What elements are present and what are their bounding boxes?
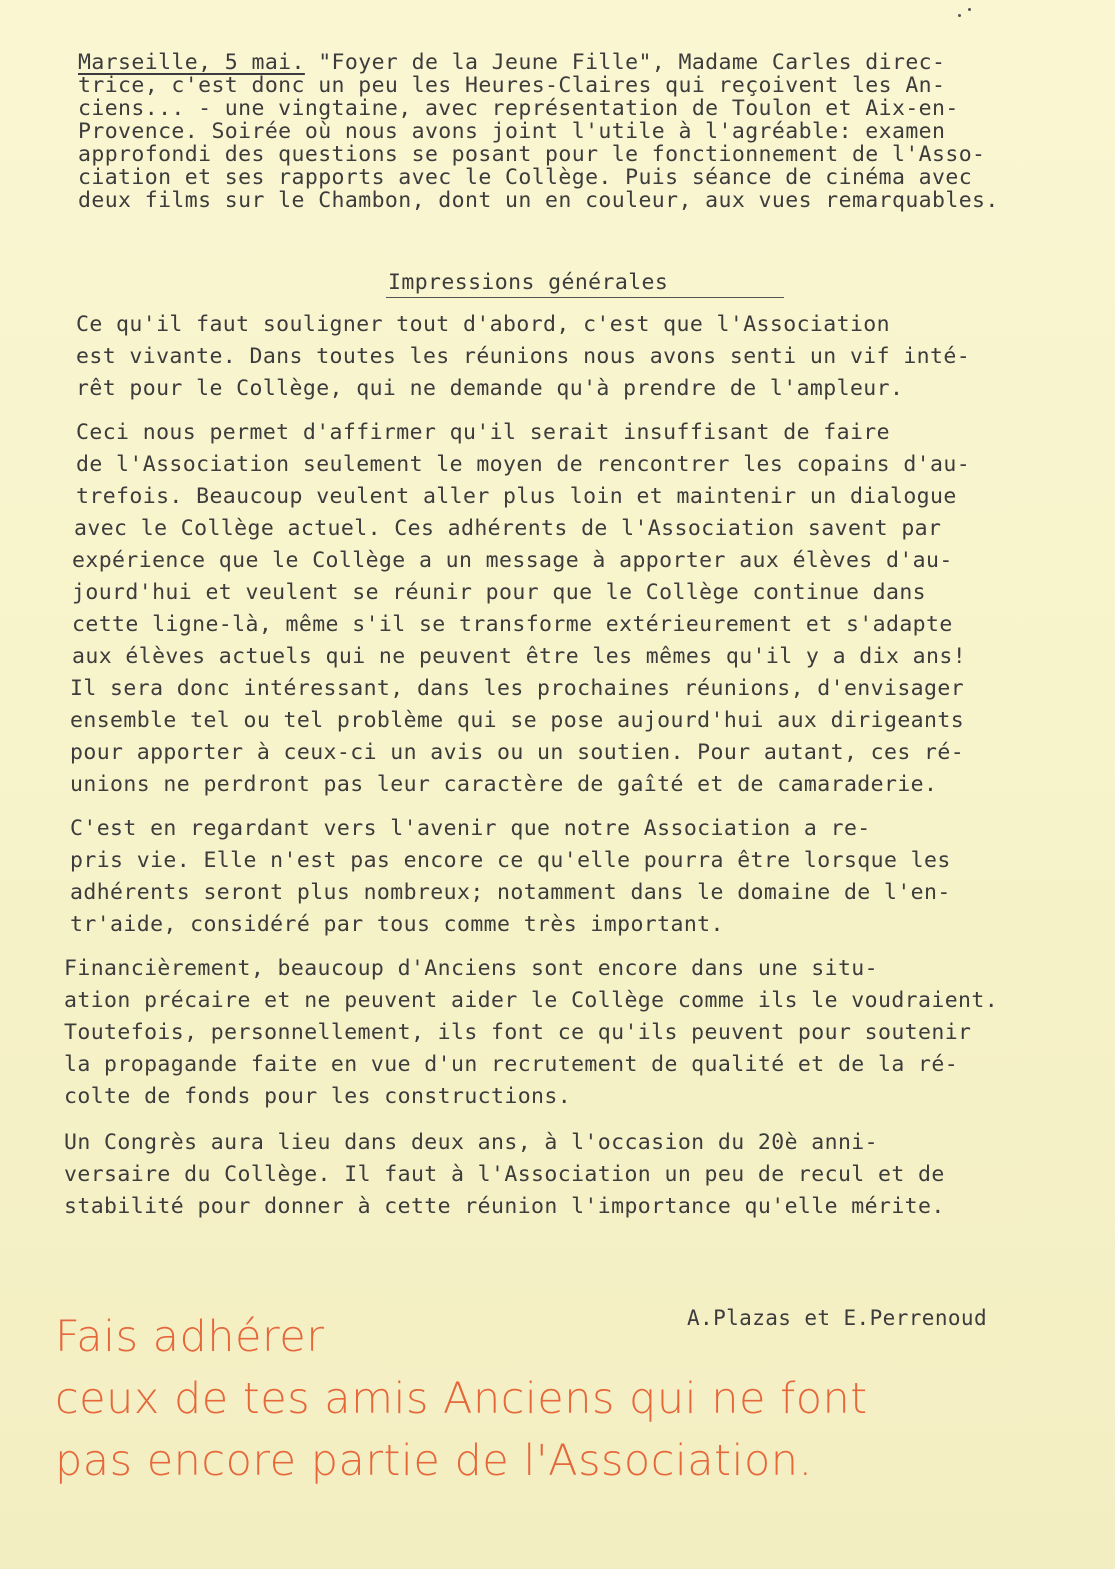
section-heading: Impressions générales bbox=[388, 270, 669, 295]
heading-underline bbox=[386, 297, 784, 298]
intro-line: ciation et ses rapports avec le Collège. Puis séance de cinéma avec bbox=[78, 165, 973, 190]
body-line: Financièrement, beaucoup d'Anciens sont encore dans une situ- bbox=[64, 956, 878, 981]
paper-speck bbox=[968, 8, 971, 11]
intro-line: deux films sur le Chambon, dont un en couleur, aux vues remarquables. bbox=[78, 188, 999, 213]
place-date: Marseille, 5 mai. bbox=[78, 50, 305, 75]
body-line: pour apporter à ceux-ci un avis ou un soutien. Pour autant, ces ré- bbox=[70, 740, 965, 765]
body-line: unions ne perdront pas leur caractère de gaîté et de camaraderie. bbox=[70, 772, 938, 797]
stamp-line: ceux de tes amis Anciens qui ne font bbox=[55, 1374, 868, 1424]
body-line: Un Congrès aura lieu dans deux ans, à l'occasion du 20è anni- bbox=[64, 1130, 878, 1155]
body-line: ation précaire et ne peuvent aider le Collège comme ils le voudraient. bbox=[64, 988, 999, 1013]
intro-line-text: "Foyer de la Jeune Fille", Madame Carles direc- bbox=[304, 50, 946, 75]
intro-line: approfondi des questions se posant pour le fonctionnement de l'Asso- bbox=[78, 142, 986, 167]
body-line: rêt pour le Collège, qui ne demande qu'à prendre de l'ampleur. bbox=[76, 376, 904, 401]
stamp-line: Fais adhérer bbox=[55, 1312, 325, 1362]
body-line: colte de fonds pour les constructions. bbox=[64, 1084, 572, 1109]
body-line: aux élèves actuels qui ne peuvent être les mêmes qu'il y a dix ans! bbox=[72, 644, 967, 669]
body-line: avec le Collège actuel. Ces adhérents de l'Association savent par bbox=[74, 516, 942, 541]
body-line: stabilité pour donner à cette réunion l'importance qu'elle mérite. bbox=[64, 1194, 945, 1219]
body-line: Toutefois, personnellement, ils font ce qu'ils peuvent pour soutenir bbox=[64, 1020, 972, 1045]
body-line: tr'aide, considéré par tous comme très important. bbox=[70, 912, 724, 937]
signature: A.Plazas et E.Perrenoud bbox=[687, 1306, 987, 1330]
body-line: Ceci nous permet d'affirmer qu'il serait insuffisant de faire bbox=[76, 420, 890, 445]
stamp-message bbox=[55, 1312, 1015, 1502]
body-line: cette ligne-là, même s'il se transforme extérieurement et s'adapte bbox=[72, 612, 953, 637]
body-line: de l'Association seulement le moyen de rencontrer les copains d'au- bbox=[76, 452, 971, 477]
body-line: Il sera donc intéressant, dans les prochaines réunions, d'envisager bbox=[70, 676, 965, 701]
paper-speck bbox=[958, 14, 961, 17]
body-line: C'est en regardant vers l'avenir que notre Association a re- bbox=[70, 816, 871, 841]
body-line: est vivante. Dans toutes les réunions nous avons senti un vif inté- bbox=[76, 344, 971, 369]
body-line: pris vie. Elle n'est pas encore ce qu'elle pourra être lorsque les bbox=[70, 848, 951, 873]
body-line: adhérents seront plus nombreux; notamment dans le domaine de l'en- bbox=[70, 880, 951, 905]
body-line: Ce qu'il faut souligner tout d'abord, c'est que l'Association bbox=[76, 312, 890, 337]
body-line: versaire du Collège. Il faut à l'Association un peu de recul et de bbox=[64, 1162, 945, 1187]
body-line: jourd'hui et veulent se réunir pour que le Collège continue dans bbox=[72, 580, 927, 605]
intro-line: ciens... - une vingtaine, avec représentation de Toulon et Aix-en- bbox=[78, 96, 959, 121]
body-line: trefois. Beaucoup veulent aller plus loin et maintenir un dialogue bbox=[76, 484, 957, 509]
body-line: expérience que le Collège a un message à apporter aux élèves d'au- bbox=[72, 548, 953, 573]
intro-line: trice, c'est donc un peu les Heures-Claires qui reçoivent les An- bbox=[78, 73, 946, 98]
stamp-line: pas encore partie de l'Association. bbox=[55, 1436, 813, 1486]
intro-line: Provence. Soirée où nous avons joint l'utile à l'agréable: examen bbox=[78, 119, 946, 144]
body-line: ensemble tel ou tel problème qui se pose aujourd'hui aux dirigeants bbox=[70, 708, 965, 733]
body-line: la propagande faite en vue d'un recrutement de qualité et de la ré- bbox=[64, 1052, 959, 1077]
